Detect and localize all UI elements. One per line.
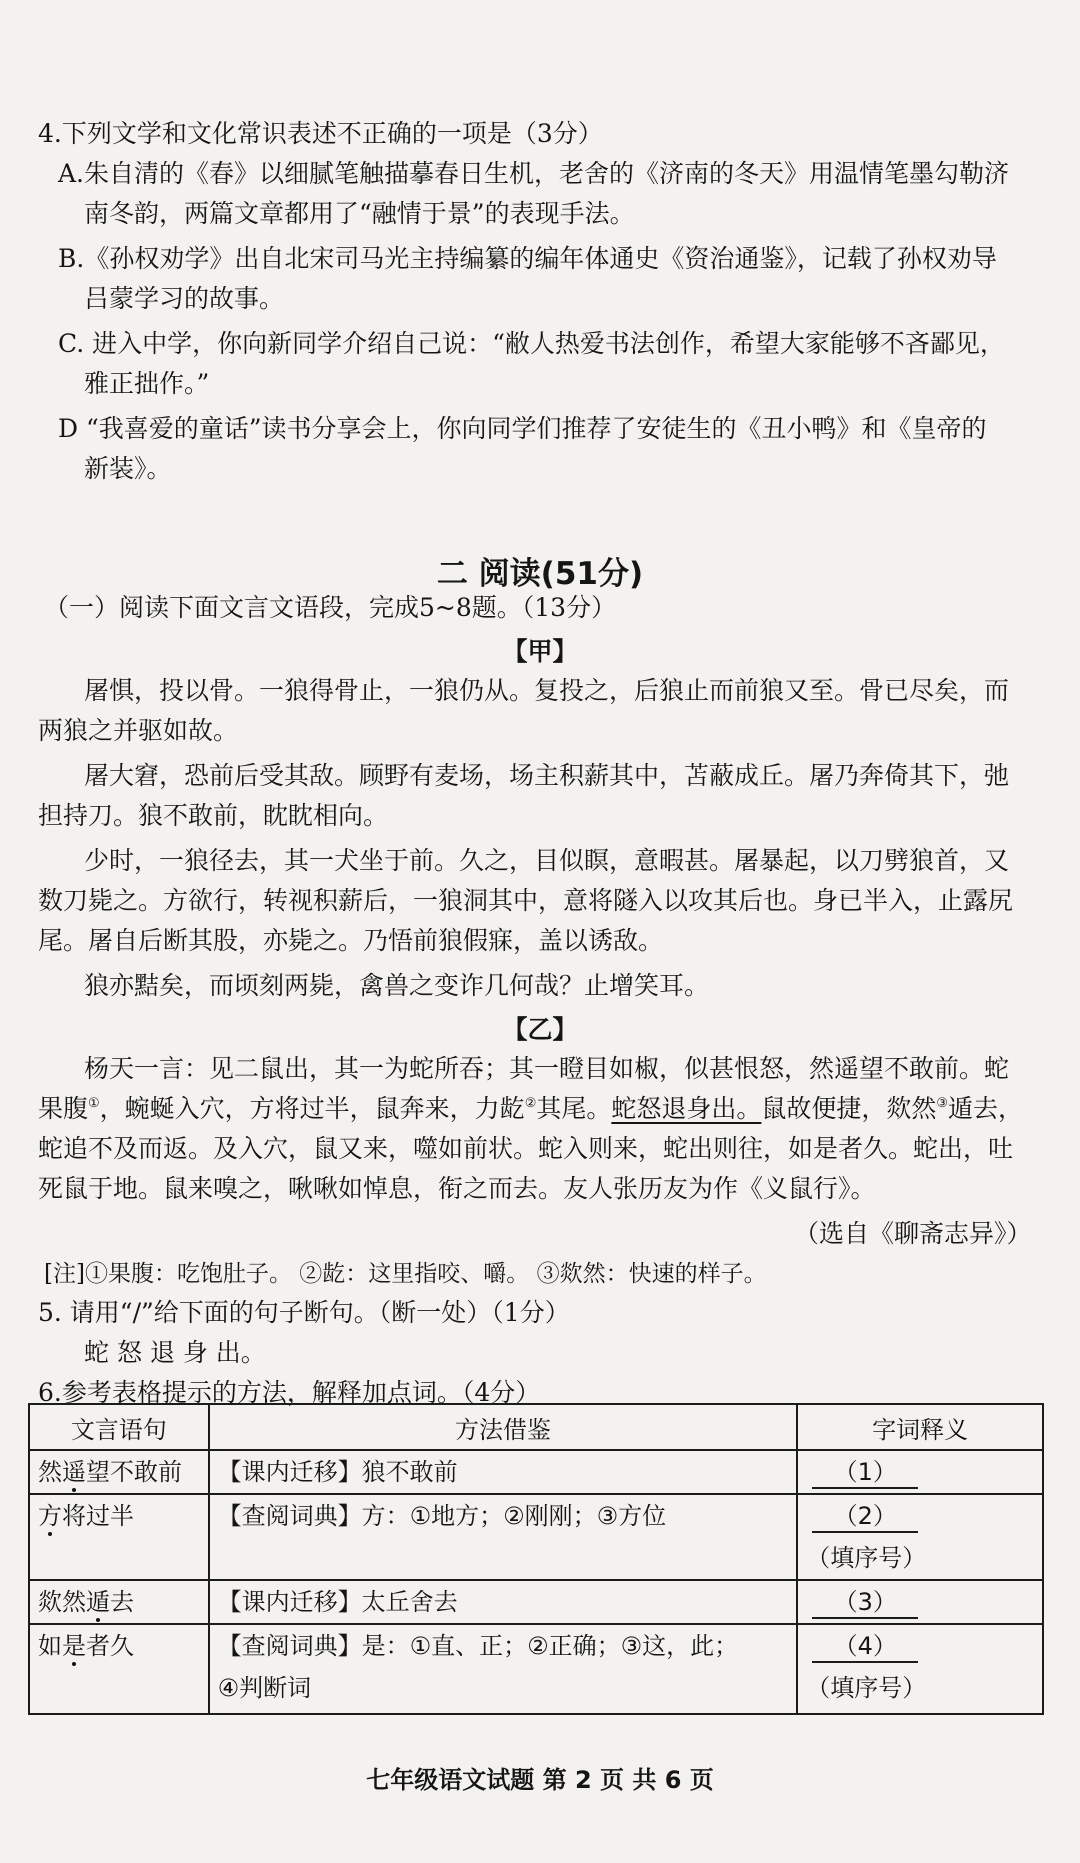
q4-option-b-cont: 吕蒙学习的故事。 — [84, 284, 285, 313]
sentence-cell — [29, 1580, 209, 1624]
passage-jia-line: 尾。屠自后断其股，亦毙之。乃悟前狼假寐，盖以诱敌。 — [38, 926, 664, 955]
page-footer: 七年级语文试题 第 2 页 共 6 页 — [366, 1766, 714, 1794]
method-line: 【查阅词典】是：①直、正；②正确；③这，此； — [217, 1632, 739, 1660]
text-run: 鼠故便捷，欻然 — [761, 1094, 937, 1123]
answer-blank-4[interactable]: （4） — [812, 1631, 918, 1663]
hint: （填序号） — [806, 1544, 927, 1572]
dotted-word: 遁 — [86, 1588, 110, 1616]
text-run: 遁去， — [948, 1094, 1024, 1123]
q5-sentence: 蛇 怒 退 身 出。 — [84, 1338, 266, 1367]
passage-yi-line: 死鼠于地。鼠来嗅之，啾啾如悼息，衔之而去。友人张历友为作《义鼠行》。 — [38, 1174, 876, 1203]
q4-option-a-cont: 南冬韵，两篇文章都用了“融情于景”的表现手法。 — [84, 199, 635, 228]
text-run: 欻然 — [38, 1588, 86, 1616]
dotted-word: 是 — [62, 1632, 86, 1660]
passage-jia-line: 屠大窘，恐前后受其敌。顾野有麦场，场主积薪其中，苫蔽成丘。屠乃奔倚其下，弛 — [84, 761, 1010, 790]
passage-jia-line: 两狼之并驱如故。 — [38, 716, 239, 745]
note-mark-2: ② — [524, 1096, 537, 1111]
text-run: 然 — [38, 1458, 62, 1486]
text-run: 将过半 — [62, 1502, 134, 1530]
answer-blank-3[interactable]: （3） — [812, 1587, 918, 1619]
section-intro: （一）阅读下面文言文语段，完成5~8题。（13分） — [44, 593, 617, 622]
passage-source: （选自《聊斋志异》） — [794, 1219, 1032, 1248]
passage-jia-line: 屠惧，投以骨。一狼得骨止，一狼仍从。复投之，后狼止而前狼又至。骨已尽矣，而 — [84, 676, 1010, 705]
q6-stem: 6.参考表格提示的方法，解释加点词。（4分） — [38, 1378, 541, 1407]
answer-cell — [797, 1450, 1043, 1494]
method-line: ④判断词 — [217, 1674, 312, 1702]
q4-option-d: D “我喜爱的童话”读书分享会上，你向同学们推荐了安徒生的《丑小鸭》和《皇帝的 — [58, 414, 987, 443]
q4-stem: 4.下列文学和文化常识表述不正确的一项是（3分） — [38, 119, 603, 148]
underlined-sentence: 蛇怒退身出。 — [611, 1094, 762, 1123]
passage-jia-label: 【甲】 — [502, 637, 578, 666]
note-mark-3: ③ — [936, 1096, 949, 1111]
hint: （填序号） — [806, 1674, 927, 1702]
passage-yi-line: 蛇追不及而返。及入穴，鼠又来，噬如前状。蛇入则来，蛇出则往，如是者久。蛇出，吐 — [38, 1134, 1014, 1163]
table-header: 文言语句 — [29, 1404, 209, 1450]
text-run: 如 — [38, 1632, 62, 1660]
text-run: 其尾。 — [536, 1094, 612, 1123]
text-run: 果腹 — [38, 1094, 89, 1123]
method-cell: 【查阅词典】方：①地方；②刚刚；③方位 — [209, 1494, 798, 1580]
passage-jia-line: 少时，一狼径去，其一犬坐于前。久之，目似瞑，意暇甚。屠暴起，以刀劈狼首，又 — [84, 846, 1010, 875]
text-run: 去 — [110, 1588, 134, 1616]
q5-stem: 5. 请用“/”给下面的句子断句。（断一处）（1分） — [38, 1298, 570, 1327]
section-title: 二 阅读(51分) — [436, 556, 644, 592]
table-header: 方法借鉴 — [209, 1404, 798, 1450]
answer-cell — [797, 1624, 1043, 1714]
passage-yi-line: 杨天一言：见二鼠出，其一为蛇所吞；其一瞪目如椒，似甚恨怒，然遥望不敢前。蛇 — [84, 1054, 1010, 1083]
table-row — [29, 1580, 1043, 1624]
sentence-cell — [29, 1494, 209, 1580]
table-row — [29, 1494, 1043, 1580]
passage-jia-line: 数刀毙之。方欲行，转视积薪后，一狼洞其中，意将隧入以攻其后也。身已半入，止露尻 — [38, 886, 1014, 915]
text-run: 者久 — [86, 1632, 134, 1660]
passage-notes: [注]①果腹：吃饱肚子。 ②龁：这里指咬、嚼。 ③欻然：快速的样子。 — [44, 1261, 767, 1287]
sentence-cell — [29, 1450, 209, 1494]
passage-jia-line: 担持刀。狼不敢前，眈眈相向。 — [38, 801, 389, 830]
text-run: 望不敢前 — [86, 1458, 182, 1486]
method-cell: 【课内迁移】太丘舍去 — [209, 1580, 798, 1624]
answer-blank-1[interactable]: （1） — [812, 1457, 918, 1489]
q4-option-c: C. 进入中学，你向新同学介绍自己说：“敝人热爱书法创作，希望大家能够不吝鄙见， — [58, 329, 1005, 358]
answer-cell — [797, 1494, 1043, 1580]
method-cell: 【课内迁移】狼不敢前 — [209, 1450, 798, 1494]
passage-jia-line: 狼亦黠矣，而顷刻两毙，禽兽之变诈几何哉？止增笑耳。 — [84, 971, 710, 1000]
q4-option-a: A.朱自清的《春》以细腻笔触描摹春日生机，老舍的《济南的冬天》用温情笔墨勾勒济 — [58, 159, 1010, 188]
q4-option-d-cont: 新装》。 — [84, 454, 172, 483]
text-run: ，蜿蜒入穴，方将过半，鼠奔来，力龁 — [99, 1094, 525, 1123]
dotted-word: 方 — [38, 1502, 62, 1530]
note-mark-1: ① — [88, 1096, 100, 1111]
q6-table — [28, 1403, 1044, 1715]
table-header-row — [29, 1404, 1043, 1450]
passage-yi-label: 【乙】 — [502, 1015, 578, 1044]
q4-option-c-cont: 雅正拙作。” — [84, 369, 210, 398]
table-header: 字词释义 — [797, 1404, 1043, 1450]
table-row — [29, 1624, 1043, 1714]
q4-option-b: B.《孙权劝学》出自北宋司马光主持编纂的编年体通史《资治通鉴》，记载了孙权劝导 — [58, 244, 997, 273]
sentence-cell — [29, 1624, 209, 1714]
table-row — [29, 1450, 1043, 1494]
answer-blank-2[interactable]: （2） — [812, 1501, 918, 1533]
method-cell — [209, 1624, 798, 1714]
answer-cell — [797, 1580, 1043, 1624]
dotted-word: 遥 — [62, 1458, 86, 1486]
passage-yi-line — [38, 1093, 1023, 1125]
